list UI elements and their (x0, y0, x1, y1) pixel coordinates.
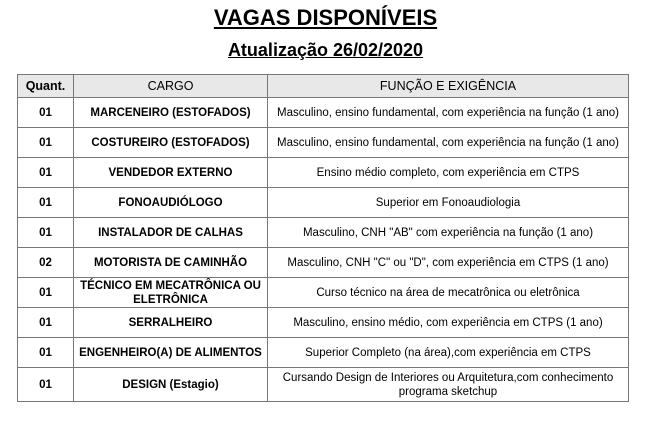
column-header-funcao: FUNÇÃO E EXIGÊNCIA (268, 75, 629, 98)
cell-cargo: MARCENEIRO (ESTOFADOS) (74, 98, 268, 128)
cell-funcao: Masculino, CNH "C" ou "D", com experiência em CTPS (1 ano) (268, 248, 629, 278)
cell-quant: 01 (18, 98, 74, 128)
cell-funcao: Superior em Fonoaudiologia (268, 188, 629, 218)
cell-funcao: Masculino, ensino médio, com experiência em CTPS (1 ano) (268, 308, 629, 338)
table-header-row (18, 75, 629, 98)
page-title: VAGAS DISPONÍVEIS (213, 5, 438, 30)
cell-quant: 01 (18, 128, 74, 158)
cell-funcao: Cursando Design de Interiores ou Arquitetura,com conhecimento programa sketchup (268, 368, 629, 402)
cell-quant: 02 (18, 248, 74, 278)
table-row (18, 338, 629, 368)
cell-quant: 01 (18, 368, 74, 402)
cell-funcao: Superior Completo (na área),com experiência em CTPS (268, 338, 629, 368)
cell-cargo: INSTALADOR DE CALHAS (74, 218, 268, 248)
cell-quant: 01 (18, 308, 74, 338)
cell-funcao: Masculino, ensino fundamental, com experiência na função (1 ano) (268, 98, 629, 128)
update-date: Atualização 26/02/2020 (227, 40, 424, 60)
table-row (18, 98, 629, 128)
cell-cargo: SERRALHEIRO (74, 308, 268, 338)
table-row (18, 128, 629, 158)
table-row (18, 278, 629, 308)
cell-quant: 01 (18, 188, 74, 218)
cell-funcao: Ensino médio completo, com experiência em CTPS (268, 158, 629, 188)
table-row (18, 308, 629, 338)
cell-funcao: Masculino, ensino fundamental, com experiência na função (1 ano) (268, 128, 629, 158)
cell-quant: 01 (18, 218, 74, 248)
column-header-cargo: CARGO (74, 75, 268, 98)
cell-quant: 01 (18, 338, 74, 368)
cell-cargo: MOTORISTA DE CAMINHÃO (74, 248, 268, 278)
cell-cargo: DESIGN (Estagio) (74, 368, 268, 402)
table-row (18, 158, 629, 188)
column-header-quant: Quant. (18, 75, 74, 98)
cell-funcao: Masculino, CNH "AB" com experiência na função (1 ano) (268, 218, 629, 248)
table-row (18, 248, 629, 278)
cell-cargo: TÉCNICO EM MECATRÔNICA OU ELETRÔNICA (74, 278, 268, 308)
table-row (18, 188, 629, 218)
table-row (18, 368, 629, 402)
cell-cargo: ENGENHEIRO(A) DE ALIMENTOS (74, 338, 268, 368)
cell-funcao: Curso técnico na área de mecatrônica ou eletrônica (268, 278, 629, 308)
cell-quant: 01 (18, 278, 74, 308)
cell-quant: 01 (18, 158, 74, 188)
table-row (18, 218, 629, 248)
cell-cargo: COSTUREIRO (ESTOFADOS) (74, 128, 268, 158)
vacancies-table (17, 74, 629, 402)
cell-cargo: FONOAUDIÓLOGO (74, 188, 268, 218)
cell-cargo: VENDEDOR EXTERNO (74, 158, 268, 188)
